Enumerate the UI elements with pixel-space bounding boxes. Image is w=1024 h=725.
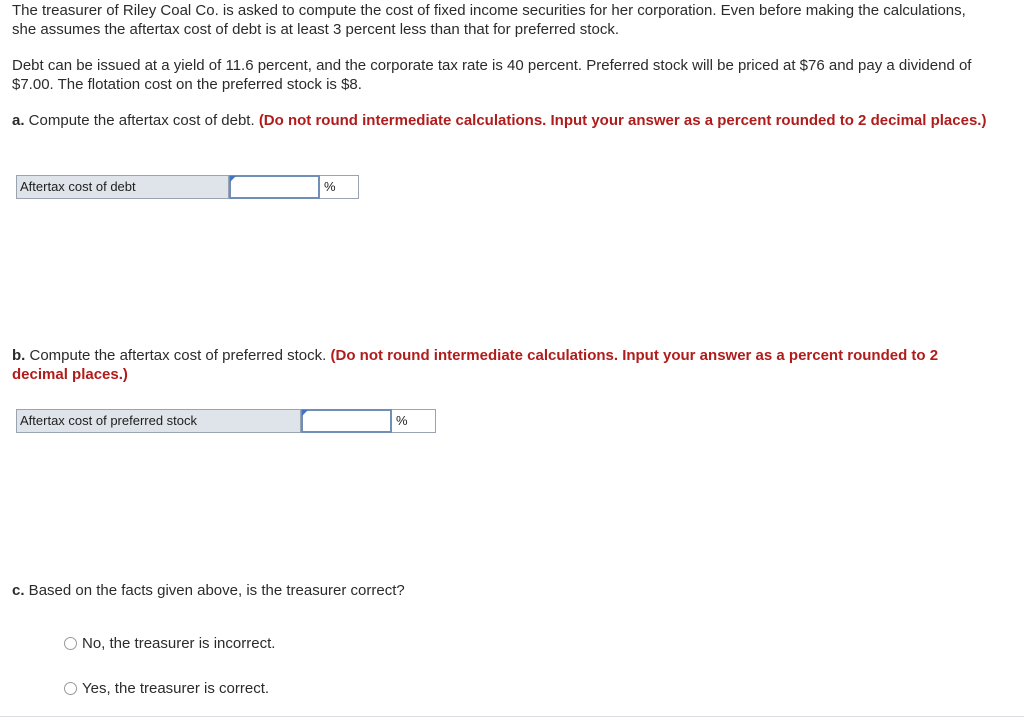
part-a-question: Compute the aftertax cost of debt. <box>24 112 259 129</box>
part-b-input-wrap <box>301 409 392 433</box>
part-a-row-label: Aftertax cost of debt <box>16 175 229 199</box>
part-b-instruction: (Do not round intermediate calculations. Input your answer as a percent rounded to 2 decimal places.) <box>12 347 939 383</box>
part-b-prompt <box>12 346 992 384</box>
bottom-divider <box>0 716 1024 717</box>
part-a-prompt <box>12 111 992 130</box>
part-a-answer-row <box>16 175 359 199</box>
aftertax-cost-of-debt-input[interactable] <box>229 175 320 199</box>
radio-option-no[interactable] <box>64 634 275 653</box>
part-b-unit: % <box>392 409 436 433</box>
part-c-letter: c. <box>12 582 25 599</box>
radio-circle-icon[interactable] <box>64 682 77 695</box>
part-a-input-wrap <box>229 175 320 199</box>
aftertax-cost-of-preferred-stock-input[interactable] <box>301 409 392 433</box>
problem-given-facts: Debt can be issued at a yield of 11.6 percent, and the corporate tax rate is 40 percent. Preferred stock will be priced at $76 and pay a dividend of $7.00. The flotation cost on the preferred stock is $8. <box>12 57 972 93</box>
problem-intro: The treasurer of Riley Coal Co. is asked to compute the cost of fixed income securities for her corporation. Even before making the calculations, she assumes the aftertax cost of debt is at least 3 percent less than that for preferred stock. <box>12 2 966 38</box>
radio-option-yes-label: Yes, the treasurer is correct. <box>82 680 270 697</box>
part-c-prompt <box>12 581 992 600</box>
part-c-question: Based on the facts given above, is the treasurer correct? <box>24 582 405 599</box>
radio-option-yes[interactable] <box>64 679 269 698</box>
part-a-unit: % <box>320 175 359 199</box>
part-a-letter: a. <box>12 112 25 129</box>
part-b-letter: b. <box>12 347 26 364</box>
radio-option-no-label: No, the treasurer is incorrect. <box>82 635 276 652</box>
radio-circle-icon[interactable] <box>64 637 77 650</box>
part-b-row-label: Aftertax cost of preferred stock <box>16 409 301 433</box>
part-b-question: Compute the aftertax cost of preferred stock. <box>25 347 331 364</box>
part-b-answer-row <box>16 409 436 433</box>
part-a-instruction: (Do not round intermediate calculations. Input your answer as a percent rounded to 2 decimal places.) <box>258 112 987 129</box>
